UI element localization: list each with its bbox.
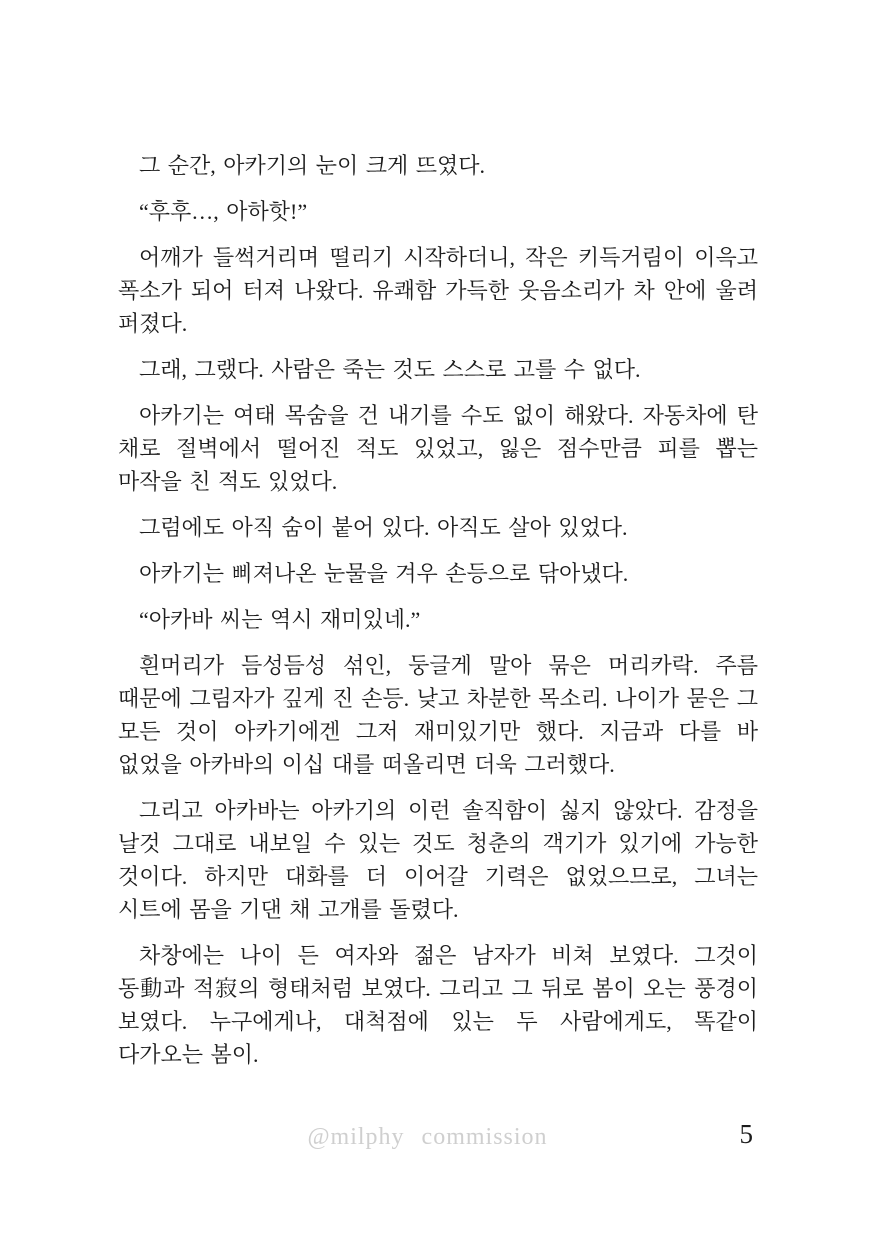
paragraph: 아카기는 여태 목숨을 건 내기를 수도 없이 해왔다. 자동차에 탄 채로 절벽에서 떨어진 적도 있었고, 잃은 점수만큼 피를 뽑는 마작을 친 적도 있었다. — [118, 403, 758, 494]
page-number: 5 — [739, 1119, 753, 1149]
paragraph: 그리고 아카바는 아카기의 이런 솔직함이 싫지 않았다. 감정을 날것 그대로 내보일 수 있는 것도 청춘의 객기가 있기에 가능한 것이다. 하지만 대화를 더 이어갈 기력은 없었으므로, 그녀는 시트에 몸을 기댄 채 고개를 돌렸다. — [118, 798, 758, 922]
paragraph: 그래, 그랬다. 사람은 죽는 것도 스스로 고를 수 없다. — [139, 357, 641, 382]
page-text-body — [118, 149, 758, 1084]
paragraph: 차창에는 나이 든 여자와 젊은 남자가 비쳐 보였다. 그것이 동動과 적寂의 형태처럼 보였다. 그리고 그 뒤로 봄이 오는 풍경이 보였다. 누구에게나, 대척점에 있는 두 사람에게도, 똑같이 다가오는 봄이. — [118, 943, 758, 1067]
paragraph: 그 순간, 아카기의 눈이 크게 뜨였다. — [139, 153, 486, 178]
paragraph: 흰머리가 듬성듬성 섞인, 둥글게 말아 묶은 머리카락. 주름 때문에 그림자가 깊게 진 손등. 낮고 차분한 목소리. 나이가 묻은 그 모든 것이 아카기에겐 그저 재미있기만 했다. 지금과 다를 바 없었을 아카바의 이십 대를 떠올리면 더욱 그러했다. — [118, 653, 758, 777]
paragraph: 어깨가 들썩거리며 떨리기 시작하더니, 작은 키득거림이 이윽고 폭소가 되어 터져 나왔다. 유쾌함 가득한 웃음소리가 차 안에 울려 퍼졌다. — [118, 245, 758, 336]
paragraph: 그럼에도 아직 숨이 붙어 있다. 아직도 살아 있었다. — [139, 515, 628, 540]
paragraph: 아카기는 삐져나온 눈물을 겨우 손등으로 닦아냈다. — [139, 561, 629, 586]
watermark: @milphy commission — [307, 1124, 548, 1150]
paragraph-dialogue: “아카바 씨는 역시 재미있네.” — [139, 607, 421, 632]
paragraph-dialogue: “후후…, 아하핫!” — [139, 199, 308, 224]
